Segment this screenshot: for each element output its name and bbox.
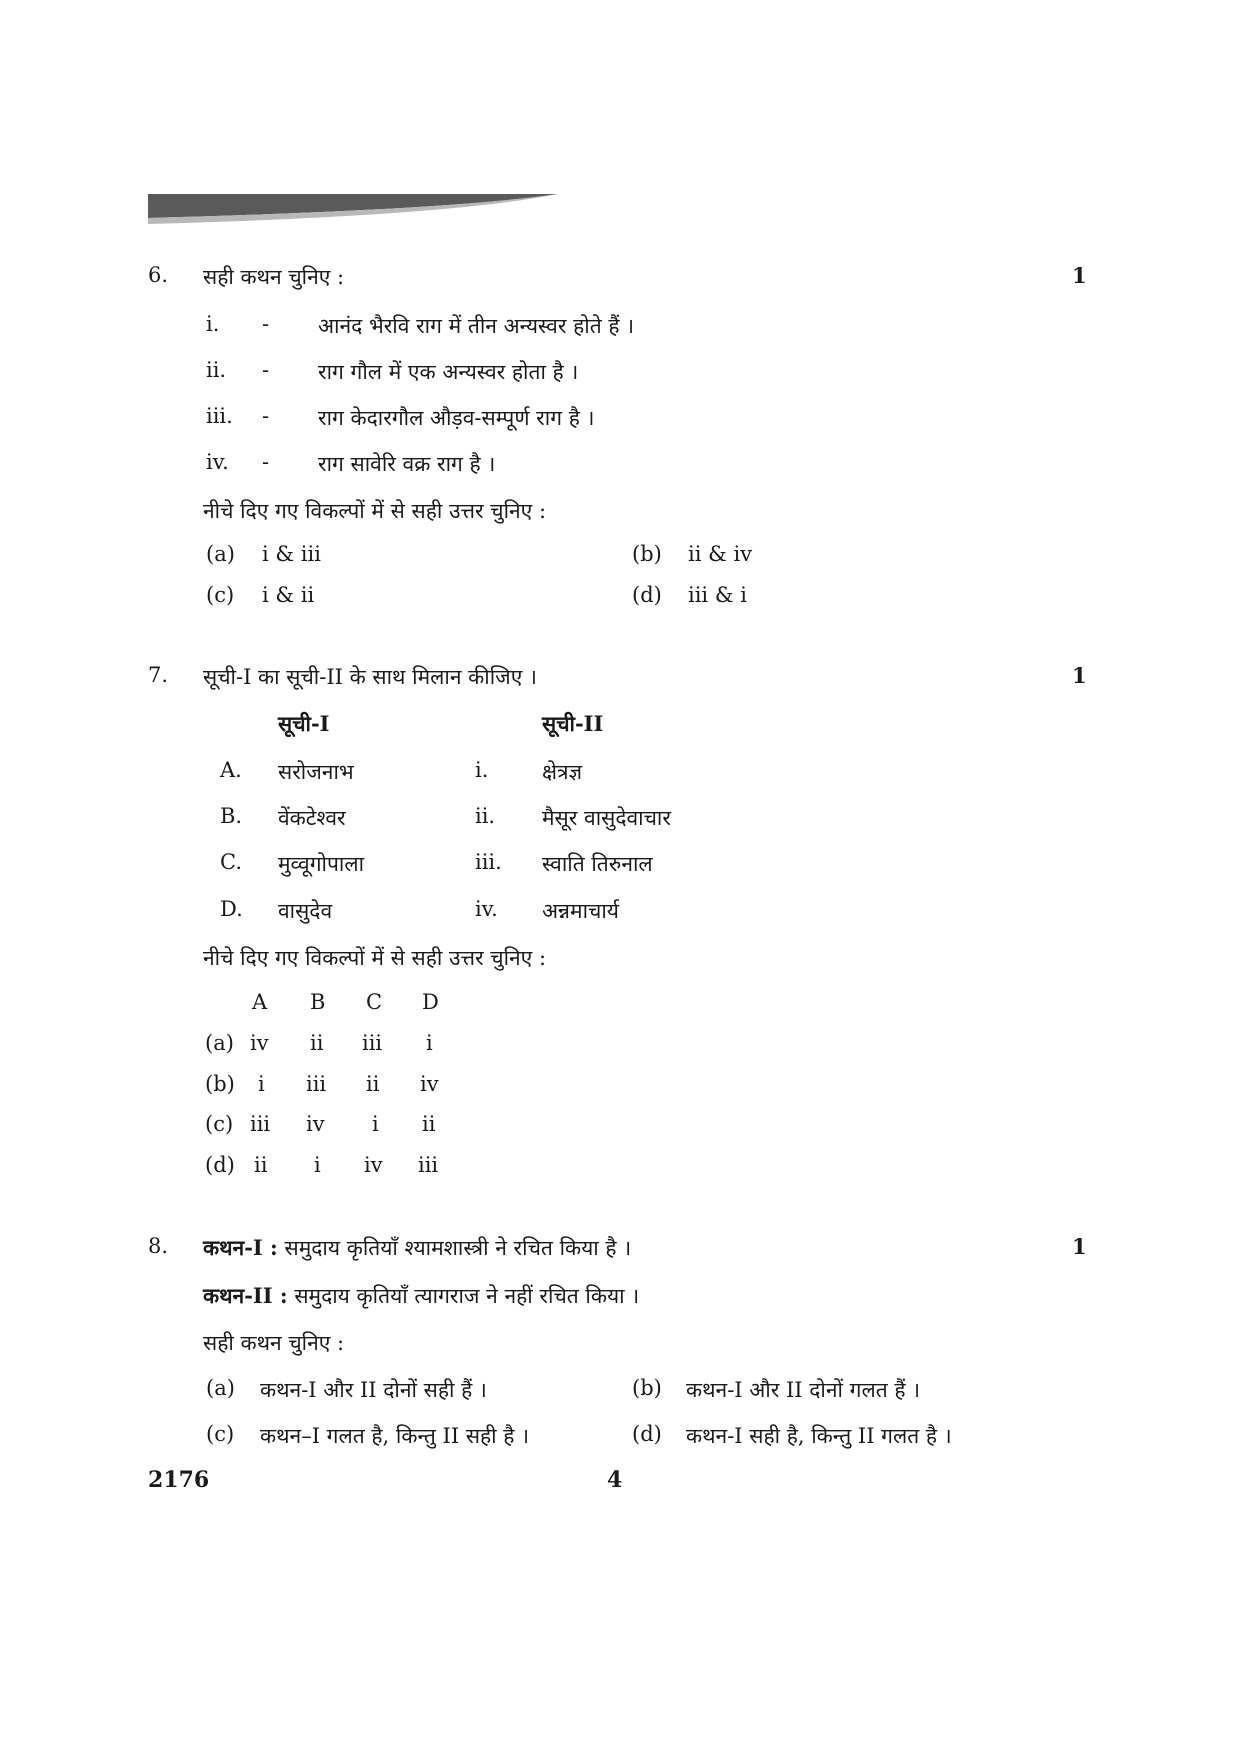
- statement-text: राग केदारगौल औड़व-सम्पूर्ण राग है ।: [318, 406, 595, 430]
- answer-label: (a): [205, 1031, 234, 1055]
- list1-item: वासुदेव: [278, 899, 333, 923]
- statement-label: ii.: [206, 358, 227, 382]
- list2-item: मैसूर वासुदेवाचार: [542, 806, 671, 830]
- statement-2-text: समुदाय कृतियाँ त्यागराज ने नहीं रचित किया ।: [294, 1284, 640, 1308]
- header-decorative-bar: [148, 190, 558, 230]
- list2-item: क्षेत्रज्ञ: [542, 760, 583, 784]
- paper-code: 2176: [148, 1467, 210, 1493]
- answer-value: ii: [254, 1153, 268, 1177]
- list2-label: iv.: [475, 897, 498, 921]
- option-text: ii & iv: [688, 542, 753, 566]
- option-text: iii & i: [688, 583, 747, 607]
- answer-value: iii: [362, 1031, 383, 1055]
- list1-item: मुव्वूगोपाला: [278, 852, 365, 876]
- answer-value: i: [258, 1072, 265, 1096]
- question-number: 7.: [148, 663, 169, 687]
- answer-value: iv: [250, 1031, 269, 1055]
- statement-1-label: कथन-I :: [203, 1235, 278, 1260]
- answer-label: (c): [205, 1112, 234, 1136]
- statement-text: राग गौल में एक अन्यस्वर होता है ।: [318, 360, 579, 384]
- question-number: 8.: [148, 1234, 169, 1258]
- answer-label: (d): [205, 1153, 235, 1177]
- statement-dash: -: [262, 358, 270, 382]
- question-marks: 1: [1072, 663, 1087, 688]
- statement-1-text: समुदाय कृतियाँ श्यामशास्त्री ने रचित किया है ।: [284, 1236, 632, 1260]
- statement-1: [203, 1234, 631, 1262]
- option-label: (d): [632, 1422, 662, 1446]
- list2-item: अन्नमाचार्य: [542, 899, 619, 923]
- option-label: (a): [206, 542, 235, 566]
- statement-text: आनंद भैरवि राग में तीन अन्यस्वर होते हैं ।: [318, 314, 635, 338]
- answer-col-header: B: [310, 990, 326, 1014]
- answer-col-header: A: [252, 990, 268, 1014]
- option-text: i & ii: [262, 583, 315, 607]
- answer-col-header: D: [422, 990, 439, 1014]
- option-text: i & iii: [262, 542, 321, 566]
- question-marks: 1: [1072, 263, 1087, 288]
- list2-label: iii.: [475, 850, 502, 874]
- question-prompt: सही कथन चुनिए :: [203, 1331, 345, 1355]
- answer-value: i: [426, 1031, 433, 1055]
- statement-label: iii.: [206, 404, 233, 428]
- list2-header: सूची-II: [542, 711, 604, 736]
- option-label: (b): [632, 542, 662, 566]
- option-text: कथन-I और II दोनों सही हैं ।: [260, 1378, 487, 1402]
- answer-col-header: C: [366, 990, 383, 1014]
- question-marks: 1: [1072, 1234, 1087, 1259]
- list1-label: A.: [220, 758, 242, 782]
- question-instruction: नीचे दिए गए विकल्पों में से सही उत्तर चुनिए :: [203, 499, 547, 523]
- answer-value: i: [372, 1112, 379, 1136]
- answer-value: ii: [366, 1072, 380, 1096]
- page-number: 4: [607, 1467, 623, 1493]
- answer-value: iii: [418, 1153, 439, 1177]
- answer-value: ii: [422, 1112, 436, 1136]
- answer-value: iv: [306, 1112, 325, 1136]
- option-text: कथन-I सही है, किन्तु II गलत है ।: [686, 1424, 952, 1448]
- statement-dash: -: [262, 312, 270, 336]
- option-text: कथन–I गलत है, किन्तु II सही है ।: [260, 1424, 530, 1448]
- list1-label: B.: [220, 804, 243, 828]
- option-text: कथन-I और II दोनों गलत हैं ।: [686, 1378, 921, 1402]
- list2-item: स्वाति तिरुनाल: [542, 852, 653, 876]
- answer-value: iii: [306, 1072, 327, 1096]
- statement-label: i.: [206, 312, 220, 336]
- list1-item: वेंकटेश्वर: [278, 806, 346, 830]
- answer-label: (b): [205, 1072, 235, 1096]
- question-number: 6.: [148, 263, 169, 287]
- statement-text: राग सावेरि वक्र राग है ।: [318, 452, 496, 476]
- statement-2-label: कथन-II :: [203, 1283, 288, 1308]
- list1-label: C.: [220, 850, 242, 874]
- answer-value: ii: [310, 1031, 324, 1055]
- list1-item: सरोजनाभ: [278, 760, 354, 784]
- list1-header: सूची-I: [278, 711, 330, 736]
- list1-label: D.: [220, 897, 243, 921]
- answer-value: iii: [250, 1112, 271, 1136]
- answer-value: i: [314, 1153, 321, 1177]
- question-prompt: सही कथन चुनिए :: [203, 265, 345, 289]
- statement-label: iv.: [206, 450, 229, 474]
- option-label: (b): [632, 1376, 662, 1400]
- list2-label: i.: [475, 758, 489, 782]
- option-label: (d): [632, 583, 662, 607]
- statement-dash: -: [262, 450, 270, 474]
- option-label: (c): [206, 583, 235, 607]
- list2-label: ii.: [475, 804, 496, 828]
- statement-dash: -: [262, 404, 270, 428]
- question-prompt: सूची-I का सूची-II के साथ मिलान कीजिए ।: [203, 665, 537, 689]
- option-label: (c): [206, 1422, 235, 1446]
- option-label: (a): [206, 1376, 235, 1400]
- answer-value: iv: [364, 1153, 383, 1177]
- answer-value: iv: [420, 1072, 439, 1096]
- statement-2: [203, 1282, 639, 1310]
- question-instruction: नीचे दिए गए विकल्पों में से सही उत्तर चुनिए :: [203, 946, 547, 970]
